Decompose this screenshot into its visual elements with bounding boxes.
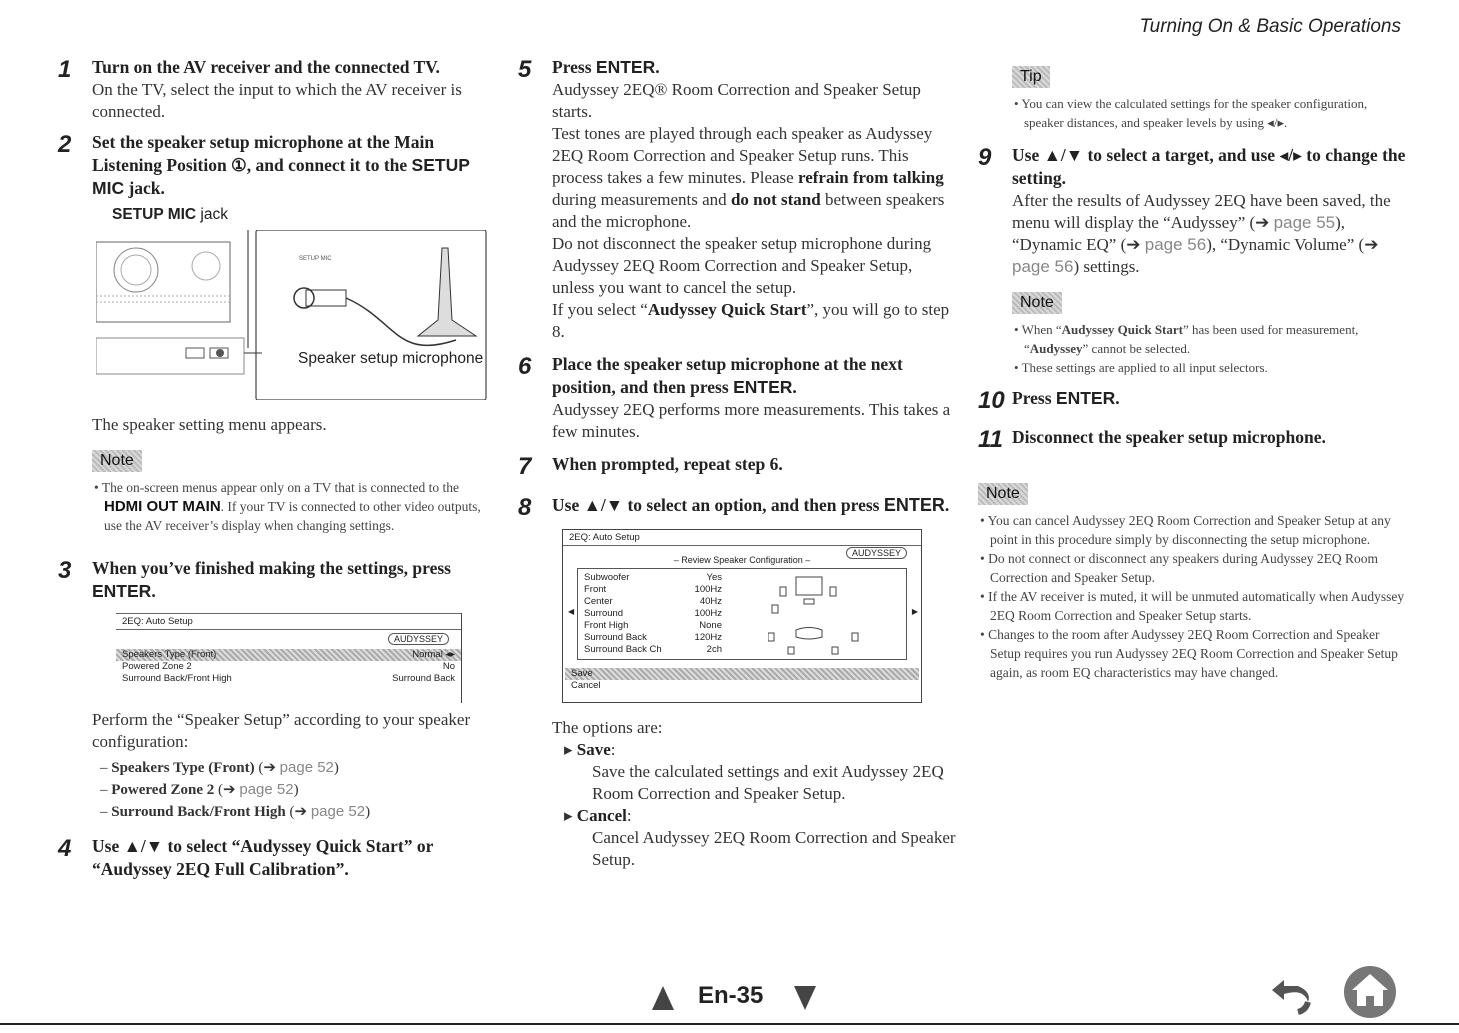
text: Test tones are played through each speaker as Audyssey 2EQ Room Correction and Speaker Setup runs. This process takes a few minutes. Please [552, 124, 933, 187]
note-bullet: • When “Audyssey Quick Start” has been used for measurement, “Audyssey” cannot be selected. [1014, 322, 1359, 356]
column-middle [518, 56, 958, 871]
jack-label-strong: SETUP MIC [112, 206, 197, 223]
step-10 [978, 387, 1408, 414]
osd-header: 2EQ: Auto Setup [563, 530, 921, 546]
note-tag: Note [92, 450, 142, 472]
tip-text: You can view the calculated settings for the speaker configuration, speaker distances, and speaker levels by using ◂/▸. [1021, 96, 1368, 130]
config-value: 120Hz [694, 632, 722, 643]
link-label: Powered Zone 2 [111, 782, 215, 798]
enter-label: ENTER [733, 377, 793, 397]
enter-label: ENTER [883, 495, 945, 515]
step-title-text: Set the speaker setup microphone at the Main Listening Position ①, and connect it to the [92, 132, 435, 175]
arrow-icon: ➔ [294, 804, 308, 820]
dash: – [100, 804, 112, 820]
arrow-icon: ➔ [1255, 213, 1270, 232]
tip-block [1012, 62, 1408, 132]
section-title: Turning On & Basic Operations [1139, 16, 1401, 37]
step-3 [58, 557, 488, 603]
options-intro: The options are: [552, 718, 663, 737]
step-number: 10 [978, 387, 1005, 414]
step-body [552, 299, 958, 343]
config-value: 2ch [706, 644, 722, 655]
emphasis: do not stand [730, 190, 821, 209]
osd-cancel-option[interactable] [565, 680, 919, 692]
step-4 [58, 835, 488, 881]
step-title [92, 131, 488, 200]
step-number: 3 [58, 557, 72, 584]
cancel-option-label: Cancel [571, 680, 601, 691]
column-left [58, 56, 488, 887]
settings-link-list [92, 757, 488, 823]
osd-badge-row [116, 630, 461, 645]
page-link[interactable]: page 56 [1012, 257, 1074, 276]
page-link[interactable]: page 52 [279, 759, 334, 776]
osd-row-value: Normal ◂▸ [412, 649, 455, 660]
save-option-label: Save [571, 668, 593, 679]
option-cancel-desc: Cancel Audyssey 2EQ Room Correction and Speaker Setup. [592, 828, 956, 869]
settings-link-item: – Powered Zone 2 (➔ page 52) [100, 781, 299, 798]
step-body: Do not disconnect the speaker setup microphone during Audyssey 2EQ Room Correction and Speaker Setup, unless you want to cancel the setup. [552, 234, 932, 297]
page-link[interactable]: page 56 [1144, 235, 1207, 254]
mic-caption: Speaker setup microphone [298, 350, 484, 367]
config-label: Center [584, 596, 613, 607]
step-title [552, 56, 958, 79]
config-label: Front [584, 584, 607, 595]
step-title [1012, 387, 1408, 410]
osd-row-value: Surround Back [392, 673, 455, 684]
step-title-text: Press [552, 57, 596, 77]
step-title-text: When you’ve finished making the settings, press [92, 558, 451, 578]
text: Do not connect or disconnect any speakers during Audyssey 2EQ Room Correction and Speaker Setup. [988, 551, 1379, 585]
option-save-desc: Save the calculated settings and exit Audyssey 2EQ Room Correction and Speaker Setup. [592, 762, 944, 803]
option-save: ▸ Save: [564, 740, 616, 759]
step-body: On the TV, select the input to which the AV receiver is connected. [92, 80, 462, 121]
note-bullet: • Changes to the room after Audyssey 2EQ Room Correction and Speaker Setup requires you run Audyssey 2EQ Room Correction and Speaker Setup again, as room EQ characteristics may have changed. [980, 627, 1398, 680]
text: When “ [1021, 322, 1062, 337]
hdmi-out-main-label: HDMI OUT MAIN [104, 498, 221, 515]
step-6 [518, 353, 958, 443]
note-block [92, 446, 488, 535]
speaker-config-list [578, 572, 728, 656]
config-label: Surround Back [584, 632, 647, 643]
page-link[interactable]: page 55 [1273, 213, 1336, 232]
step-title: Use ▲/▼ to select “Audyssey Quick Start” or “Audyssey 2EQ Full Calibration”. [92, 836, 434, 879]
step-1 [58, 56, 488, 123]
osd-row-value: No [442, 661, 455, 672]
config-row [578, 572, 728, 584]
config-row [578, 644, 728, 656]
config-value: 100Hz [694, 584, 722, 595]
text: After the results of Audyssey 2EQ have been saved, the menu will display the “Audyssey” ( [1012, 191, 1391, 232]
home-icon[interactable] [1340, 964, 1402, 1020]
step-title-text: . [944, 495, 950, 515]
step-number: 8 [518, 494, 532, 521]
osd-subheader: – Review Speaker Configuration – [673, 555, 811, 565]
step-number: 2 [58, 131, 72, 158]
option-arrow-icon: ▸ [564, 806, 573, 825]
text: ” cannot be selected. [1082, 341, 1191, 356]
step-number: 9 [978, 144, 992, 171]
left-arrow-icon[interactable]: ◀ [568, 607, 575, 616]
osd-speaker-setup [116, 613, 462, 703]
note-bullet: • These settings are applied to all input selectors. [1014, 360, 1268, 375]
step-title: When prompted, repeat step 6. [552, 454, 783, 474]
option-cancel: ▸ Cancel: [564, 806, 632, 825]
note-text: The on-screen menus appear only on a TV that is connected to the [101, 480, 459, 495]
config-row [578, 596, 728, 608]
tip-tag: Tip [1012, 66, 1050, 88]
next-page-icon[interactable] [792, 984, 818, 1012]
config-value: Yes [706, 572, 722, 583]
config-value: 40Hz [699, 596, 722, 607]
step-title-text: Place the speaker setup microphone at the next position, and then press [552, 354, 903, 397]
step-title-text: . [1115, 388, 1120, 408]
text: If the AV receiver is muted, it will be unmuted automatically when Audyssey 2EQ Room Correction and Speaker Setup starts. [988, 589, 1405, 623]
note-tag: Note [1012, 292, 1062, 314]
config-row [578, 620, 728, 632]
step-title-text: . [792, 377, 797, 397]
step-number: 7 [518, 453, 532, 480]
jack-label [112, 206, 488, 224]
step-title: Disconnect the speaker setup microphone. [1012, 427, 1326, 447]
step-number: 4 [58, 835, 72, 862]
note-bullet: • If the AV receiver is muted, it will be unmuted automatically when Audyssey 2EQ Room Correction and Speaker Setup starts. [980, 589, 1405, 623]
osd-save-option[interactable] [565, 668, 919, 680]
settings-link-item: – Surround Back/Front High (➔ page 52) [100, 803, 371, 820]
step-title-text: . [151, 581, 156, 601]
back-icon[interactable] [1270, 970, 1326, 1016]
config-value: None [699, 620, 722, 631]
step-number: 6 [518, 353, 532, 380]
step-title-text: Press [1012, 388, 1056, 408]
speaker-layout-diagram [768, 575, 908, 655]
step-7 [518, 453, 958, 480]
osd-header: 2EQ: Auto Setup [116, 613, 461, 630]
text: during measurements and [552, 190, 731, 209]
prev-page-icon[interactable] [650, 984, 676, 1012]
step-title [552, 353, 958, 399]
enter-label: ENTER [1055, 388, 1116, 408]
text: ) settings. [1073, 257, 1140, 276]
link-label: Speakers Type (Front) [111, 760, 255, 776]
note-bullet: • Do not connect or disconnect any speakers during Audyssey 2EQ Room Correction and Speaker Setup. [980, 551, 1379, 585]
arrow-icon: ➔ [1126, 235, 1141, 254]
step-title-text: . [655, 57, 660, 77]
step-title [552, 494, 958, 517]
text: ), “Dynamic EQ” ( [1012, 213, 1346, 254]
text: You can cancel Audyssey 2EQ Room Correction and Speaker Setup at any point in this procedure simply by disconnecting the setup microphone. [987, 513, 1391, 547]
step-title-text: jack. [124, 178, 165, 198]
menu-appears-text: The speaker setting menu appears. [92, 415, 327, 434]
option-arrow-icon: ▸ [564, 740, 573, 759]
dash: – [100, 782, 112, 798]
osd-row[interactable] [116, 661, 461, 673]
text: ” has been used for measurement, “ [1024, 322, 1359, 356]
text: ), “Dynamic Volume” ( [1206, 235, 1365, 254]
option-label: Cancel [576, 806, 627, 825]
step-number: 5 [518, 56, 532, 83]
enter-label: ENTER [595, 57, 656, 77]
footer-rule [0, 1023, 1459, 1025]
mic-connection-figure [96, 230, 488, 400]
emphasis: refrain from talking [797, 168, 944, 187]
step-number: 1 [58, 56, 72, 83]
osd-row-selected[interactable] [116, 649, 461, 661]
config-label: Subwoofer [584, 572, 630, 583]
option-label: Save [576, 740, 611, 759]
step-body: Audyssey 2EQ® Room Correction and Speaker Setup starts. [552, 80, 921, 121]
audyssey-badge: AUDYSSEY [388, 633, 449, 645]
step-2 [58, 131, 488, 224]
tip-bullet: • You can view the calculated settings for the speaker configuration, speaker distances, and speaker levels by using ◂/▸. [1014, 96, 1368, 130]
arrow-icon: ➔ [1364, 235, 1379, 254]
step-8 [518, 494, 958, 521]
text: Changes to the room after Audyssey 2EQ Room Correction and Speaker Setup requires you run Audyssey 2EQ Room Correction and Speaker Setup again, as room EQ characteristics may have changed. [988, 627, 1398, 680]
note-bullet: • You can cancel Audyssey 2EQ Room Correction and Speaker Setup at any point in this procedure simply by disconnecting the setup microphone. [980, 513, 1391, 547]
note-text: . If your TV is connected to other video outputs, use the AV receiver’s display when changing settings. [104, 499, 481, 533]
osd-row-label: Surround Back/Front High [122, 673, 232, 684]
config-row [578, 632, 728, 644]
page-link[interactable]: page 52 [239, 781, 294, 798]
step-11 [978, 426, 1408, 453]
osd-row[interactable] [116, 673, 461, 685]
step-body [1012, 190, 1408, 278]
step-9 [978, 144, 1408, 278]
panel-setup-mic-text: SETUP MIC [299, 256, 332, 262]
config-row [578, 608, 728, 620]
osd-review-config [562, 529, 922, 703]
note-block-2 [978, 479, 1408, 682]
osd-row-label: Speakers Type (Front) [122, 649, 217, 660]
dash: – [100, 760, 112, 776]
right-arrow-icon[interactable]: ▶ [911, 607, 918, 616]
step-5 [518, 56, 958, 343]
config-row [578, 584, 728, 596]
step-title: Use ▲/▼ to select a target, and use ◂/▸ to change the setting. [1012, 145, 1406, 188]
arrow-icon: ➔ [223, 782, 236, 798]
note-tag: Note [978, 483, 1028, 505]
config-value: 100Hz [694, 608, 722, 619]
step-body [552, 123, 958, 233]
link-label: Surround Back/Front High [111, 804, 286, 820]
config-label: Surround [584, 608, 624, 619]
emphasis: Audyssey Quick Start [647, 300, 807, 319]
text: These settings are applied to all input selectors. [1021, 360, 1268, 375]
arrow-icon: ➔ [263, 760, 276, 776]
page-link[interactable]: page 52 [310, 803, 366, 820]
step-number: 11 [978, 426, 1003, 453]
text: ”, you will go to step 8. [552, 300, 950, 341]
step-title [92, 557, 488, 603]
config-label: Surround Back Ch [584, 644, 662, 655]
perform-text: Perform the “Speaker Setup” according to your speaker configuration: [92, 710, 471, 751]
emphasis: Audyssey [1029, 341, 1083, 356]
emphasis: Audyssey Quick Start [1061, 322, 1183, 337]
step-title-text: Use ▲/▼ to select an option, and then press [552, 495, 884, 515]
enter-label: ENTER [92, 581, 152, 601]
receiver-and-mic-illustration [96, 230, 488, 400]
note-bullet: • The on-screen menus appear only on a TV that is connected to the HDMI OUT MAIN. If your TV is connected to other video outputs, use the AV receiver’s display when changing settings. [94, 480, 481, 533]
step-body: Audyssey 2EQ performs more measurements. This takes a few minutes. [552, 400, 951, 441]
config-label: Front High [584, 620, 629, 631]
settings-link-item: – Speakers Type (Front) (➔ page 52) [100, 759, 339, 776]
jack-label-text: jack [196, 206, 228, 223]
osd-row-label: Powered Zone 2 [122, 661, 192, 672]
step-title: Turn on the AV receiver and the connected TV. [92, 57, 440, 77]
column-right [978, 62, 1408, 682]
audyssey-badge: AUDYSSEY [846, 547, 907, 559]
text: between speakers and the microphone. [552, 190, 945, 231]
page-number: En-35 [698, 982, 764, 1009]
setup-mic-label: SETUP MIC [92, 155, 470, 198]
text: If you select “ [552, 300, 648, 319]
note-block [1012, 288, 1408, 377]
speaker-config-panel [568, 568, 918, 660]
